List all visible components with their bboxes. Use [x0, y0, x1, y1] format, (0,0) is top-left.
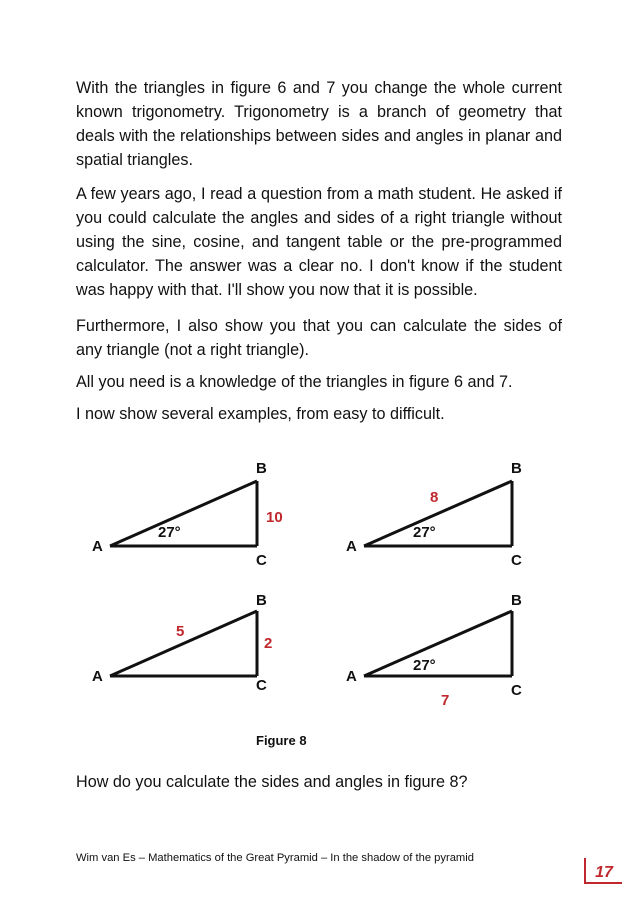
triangle-1-label-c: C [256, 552, 267, 569]
page-number-border-left [584, 858, 586, 884]
triangle-1-side-label: 10 [266, 509, 283, 526]
triangle-3-label-b: B [256, 592, 267, 609]
paragraph-2: A few years ago, I read a question from a math student. He asked if you could calculate the angles and sides of a right triangle without using the sine, cosine, and tangent table or the pre-programmed calculator. The answer was a clear no. I don't know if the student was happy with that. I'll show you now that it is possible. [76, 185, 562, 299]
paragraph-5: I now show several examples, from easy to difficult. [76, 405, 445, 423]
page-footer: Wim van Es – Mathematics of the Great Pyramid – In the shadow of the pyramid [76, 852, 474, 864]
page-number: 17 [595, 864, 613, 881]
triangle-3-vertical-label: 2 [264, 635, 273, 652]
triangle-2-label-c: C [511, 552, 522, 569]
triangle-1-angle: 27° [158, 524, 181, 541]
paragraph-4: All you need is a knowledge of the triangles in figure 6 and 7. [76, 373, 513, 391]
paragraph-3: Furthermore, I also show you that you can calculate the sides of any triangle (not a right triangle). [76, 317, 562, 359]
triangle-4 [346, 592, 522, 709]
triangle-1-hypotenuse [110, 481, 257, 546]
figure-caption: Figure 8 [256, 733, 307, 748]
triangle-2-label-a: A [346, 538, 357, 555]
triangle-4-angle: 27° [413, 657, 436, 674]
page-number-underline [586, 882, 622, 884]
triangle-3-label-a: A [92, 668, 103, 685]
triangle-1-label-b: B [256, 460, 267, 477]
question-paragraph: How do you calculate the sides and angles in figure 8? [76, 773, 468, 791]
triangle-3-hypotenuse [110, 611, 257, 676]
triangle-3 [92, 592, 272, 694]
triangle-2-label-b: B [511, 460, 522, 477]
triangle-4-side-label: 7 [441, 692, 450, 709]
paragraph-1: With the triangles in figure 6 and 7 you change the whole current known trigonometry. Trigonometry is a branch of geometry that deals with the relationships between sides and angles in planar and spatial triangles. [76, 79, 562, 169]
triangle-3-hypotenuse-label: 5 [176, 623, 185, 640]
triangle-4-label-a: A [346, 668, 357, 685]
triangle-4-label-c: C [511, 682, 522, 699]
figure-8 [80, 452, 550, 712]
triangle-2 [346, 460, 522, 569]
triangle-2-angle: 27° [413, 524, 436, 541]
triangle-1-label-a: A [92, 538, 103, 555]
triangle-1 [92, 460, 283, 569]
triangle-4-hypotenuse [364, 611, 512, 676]
triangle-2-side-label: 8 [430, 489, 439, 506]
triangles-diagram [80, 452, 550, 712]
triangle-4-label-b: B [511, 592, 522, 609]
triangle-3-label-c: C [256, 677, 267, 694]
